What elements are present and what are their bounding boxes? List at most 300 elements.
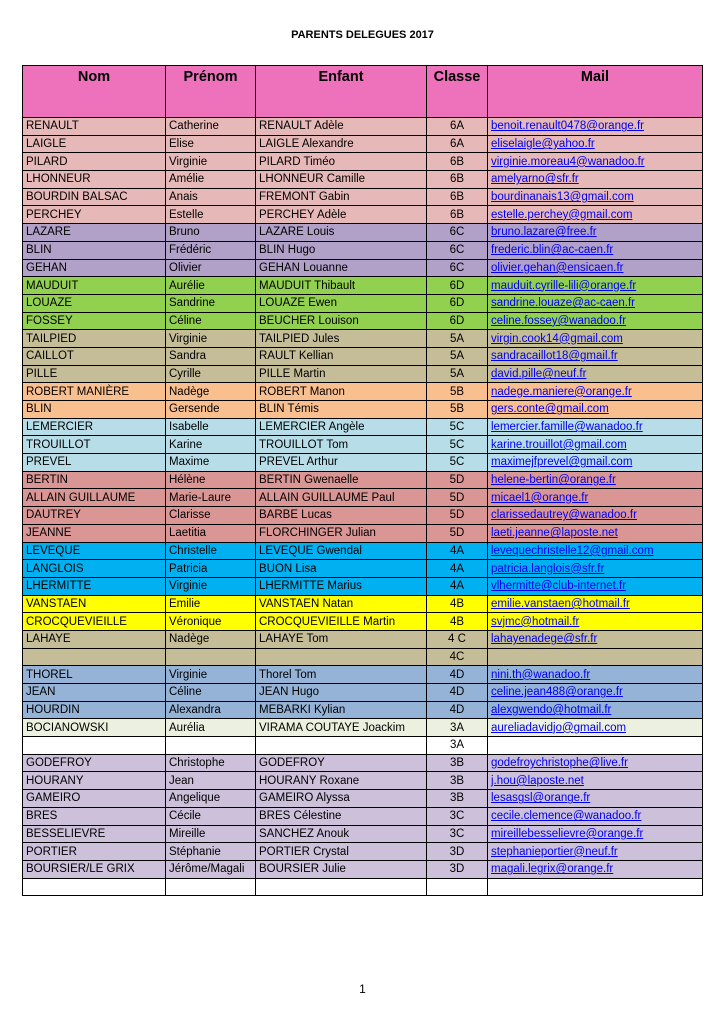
mail-link[interactable]: david.pille@neuf.fr [491, 367, 587, 380]
mail-link[interactable]: celine.fossey@wanadoo.fr [491, 314, 627, 327]
cell-prenom: Céline [166, 312, 256, 330]
cell-prenom: Céline [166, 684, 256, 702]
table-row [23, 701, 703, 719]
cell-classe: 5C [427, 454, 488, 472]
cell-classe: 6C [427, 224, 488, 242]
cell-mail [488, 595, 703, 613]
cell-nom: BLIN [23, 401, 166, 419]
cell-mail [488, 790, 703, 808]
cell-prenom: Gersende [166, 401, 256, 419]
cell-nom: LANGLOIS [23, 560, 166, 578]
table-row [23, 471, 703, 489]
cell-mail [488, 843, 703, 861]
cell-nom: JEANNE [23, 524, 166, 542]
cell-enfant: PORTIER Crystal [256, 843, 427, 861]
cell-enfant: GAMEIRO Alyssa [256, 790, 427, 808]
table-row [23, 542, 703, 560]
cell-classe: 6B [427, 153, 488, 171]
cell-enfant: BARBE Lucas [256, 507, 427, 525]
cell-classe: 4A [427, 542, 488, 560]
cell-classe: 5A [427, 365, 488, 383]
mail-link[interactable]: j.hou@laposte.net [491, 774, 584, 787]
mail-link[interactable]: celine.jean488@orange.fr [491, 686, 623, 699]
cell-prenom: Cécile [166, 807, 256, 825]
cell-mail [488, 153, 703, 171]
cell-nom: PORTIER [23, 843, 166, 861]
table-row [23, 436, 703, 454]
cell-mail [488, 630, 703, 648]
mail-link[interactable]: maximejfprevel@gmail.com [491, 456, 633, 469]
cell-prenom: Virginie [166, 666, 256, 684]
cell-mail [488, 471, 703, 489]
table-row [23, 241, 703, 259]
table-row [23, 524, 703, 542]
table-row [23, 772, 703, 790]
cell-enfant: MAUDUIT Thibault [256, 277, 427, 295]
cell-classe: 6D [427, 277, 488, 295]
mail-link[interactable]: godefroychristophe@live.fr [491, 757, 628, 770]
cell-classe: 6D [427, 294, 488, 312]
mail-link[interactable]: aureliadavidjo@gmail.com [491, 721, 627, 734]
cell-classe: 4B [427, 613, 488, 631]
cell-prenom: Cyrille [166, 365, 256, 383]
cell-enfant: LHONNEUR Camille [256, 171, 427, 189]
mail-link[interactable]: magali.legrix@orange.fr [491, 863, 614, 876]
table-row [23, 171, 703, 189]
cell-mail [488, 807, 703, 825]
cell-enfant: TAILPIED Jules [256, 330, 427, 348]
cell-classe: 5C [427, 418, 488, 436]
table-row [23, 860, 703, 878]
table-row [23, 206, 703, 224]
cell-nom: TAILPIED [23, 330, 166, 348]
cell-enfant: BEUCHER Louison [256, 312, 427, 330]
cell-enfant: BLIN Hugo [256, 241, 427, 259]
mail-link[interactable]: vlhermitte@club-internet.fr [491, 580, 627, 593]
mail-link[interactable]: sandracaillot18@gmail.fr [491, 350, 618, 363]
cell-prenom: Angelique [166, 790, 256, 808]
cell-nom [23, 737, 166, 755]
cell-classe: 3C [427, 807, 488, 825]
mail-link[interactable]: stephanieportier@neuf.fr [491, 845, 618, 858]
mail-link[interactable]: virginie.moreau4@wanadoo.fr [491, 155, 645, 168]
header-mail: Mail [488, 66, 703, 118]
header-enfant: Enfant [256, 66, 427, 118]
cell-enfant: Thorel Tom [256, 666, 427, 684]
cell-classe: 4A [427, 560, 488, 578]
cell-mail [488, 135, 703, 153]
mail-link[interactable]: amelyarno@sfr.fr [491, 173, 579, 186]
cell-mail [488, 560, 703, 578]
cell-classe: 3B [427, 790, 488, 808]
cell-nom: HOURANY [23, 772, 166, 790]
cell-classe: 6A [427, 135, 488, 153]
cell-prenom: Olivier [166, 259, 256, 277]
cell-classe: 5D [427, 507, 488, 525]
header-nom: Nom [23, 66, 166, 118]
parents-table [22, 65, 703, 896]
cell-enfant: LAHAYE Tom [256, 630, 427, 648]
cell-nom: LAIGLE [23, 135, 166, 153]
cell-nom: LAZARE [23, 224, 166, 242]
page-number: 1 [359, 982, 366, 996]
cell-nom [23, 878, 166, 896]
cell-mail [488, 577, 703, 595]
cell-nom: CAILLOT [23, 347, 166, 365]
cell-mail [488, 206, 703, 224]
cell-enfant: PILARD Timéo [256, 153, 427, 171]
cell-nom: LEMERCIER [23, 418, 166, 436]
table-row [23, 719, 703, 737]
mail-link[interactable]: gers.conte@gmail.com [491, 403, 609, 416]
cell-enfant: PILLE Martin [256, 365, 427, 383]
cell-mail [488, 347, 703, 365]
cell-enfant: BLIN Témis [256, 401, 427, 419]
table-row [23, 294, 703, 312]
table-row [23, 135, 703, 153]
cell-enfant: BUON Lisa [256, 560, 427, 578]
cell-mail [488, 312, 703, 330]
cell-prenom: Bruno [166, 224, 256, 242]
cell-nom: DAUTREY [23, 507, 166, 525]
cell-mail [488, 701, 703, 719]
table-row [23, 401, 703, 419]
cell-classe: 3B [427, 754, 488, 772]
cell-mail [488, 825, 703, 843]
cell-mail [488, 754, 703, 772]
mail-link[interactable]: karine.trouillot@gmail.com [491, 438, 627, 451]
cell-prenom: Virginie [166, 577, 256, 595]
cell-prenom: Stéphanie [166, 843, 256, 861]
table-row [23, 224, 703, 242]
cell-nom: BOCIANOWSKI [23, 719, 166, 737]
table-row [23, 277, 703, 295]
cell-prenom: Aurélie [166, 277, 256, 295]
mail-link[interactable]: nadege.maniere@orange.fr [491, 385, 632, 398]
cell-mail [488, 719, 703, 737]
mail-link[interactable]: cecile.clemence@wanadoo.fr [491, 810, 642, 823]
header-row [23, 66, 703, 118]
cell-enfant: BRES Célestine [256, 807, 427, 825]
cell-enfant [256, 648, 427, 666]
cell-enfant: RENAULT Adèle [256, 118, 427, 136]
cell-mail [488, 330, 703, 348]
cell-mail [488, 401, 703, 419]
cell-enfant: BOURSIER Julie [256, 860, 427, 878]
cell-prenom: Jérôme/Magali [166, 860, 256, 878]
cell-nom: LHONNEUR [23, 171, 166, 189]
cell-mail [488, 684, 703, 702]
cell-classe: 3C [427, 825, 488, 843]
cell-nom: BRES [23, 807, 166, 825]
cell-nom: ROBERT MANIÈRE [23, 383, 166, 401]
mail-link[interactable]: virgin.cook14@gmail.com [491, 332, 623, 345]
cell-classe: 3B [427, 772, 488, 790]
mail-link[interactable]: mireillebesselievre@orange.fr [491, 827, 644, 840]
cell-mail [488, 277, 703, 295]
cell-mail [488, 666, 703, 684]
cell-mail [488, 772, 703, 790]
table-row [23, 825, 703, 843]
mail-link[interactable]: lesasgsl@orange.fr [491, 792, 591, 805]
table-row [23, 330, 703, 348]
cell-mail [488, 188, 703, 206]
cell-classe: 3A [427, 737, 488, 755]
table-row [23, 188, 703, 206]
cell-prenom [166, 648, 256, 666]
cell-prenom: Patricia [166, 560, 256, 578]
cell-nom: CROCQUEVIEILLE [23, 613, 166, 631]
cell-mail [488, 737, 703, 755]
cell-nom: PREVEL [23, 454, 166, 472]
cell-classe: 6B [427, 206, 488, 224]
cell-nom: LEVEQUE [23, 542, 166, 560]
cell-prenom: Catherine [166, 118, 256, 136]
mail-link[interactable]: alexgwendo@hotmail.fr [491, 704, 612, 717]
cell-classe: 5D [427, 471, 488, 489]
cell-prenom: Christophe [166, 754, 256, 772]
cell-prenom: Elise [166, 135, 256, 153]
cell-mail [488, 878, 703, 896]
mail-link[interactable]: eliselaigle@yahoo.fr [491, 138, 595, 151]
cell-nom: VANSTAEN [23, 595, 166, 613]
cell-mail [488, 489, 703, 507]
cell-nom: TROUILLOT [23, 436, 166, 454]
cell-classe: 3A [427, 719, 488, 737]
cell-mail [488, 860, 703, 878]
cell-prenom: Christelle [166, 542, 256, 560]
cell-nom: PERCHEY [23, 206, 166, 224]
cell-nom: RENAULT [23, 118, 166, 136]
mail-link[interactable]: nini.th@wanadoo.fr [491, 668, 591, 681]
cell-prenom: Isabelle [166, 418, 256, 436]
cell-classe: 6B [427, 188, 488, 206]
cell-nom: GAMEIRO [23, 790, 166, 808]
table-row [23, 454, 703, 472]
cell-nom: JEAN [23, 684, 166, 702]
cell-nom: LOUAZE [23, 294, 166, 312]
mail-link[interactable]: olivier.gehan@ensicaen.fr [491, 261, 624, 274]
cell-enfant: LAIGLE Alexandre [256, 135, 427, 153]
mail-link[interactable]: bourdinanais13@gmail.com [491, 191, 634, 204]
mail-link[interactable]: laeti.jeanne@laposte.net [491, 527, 618, 540]
cell-nom: BLIN [23, 241, 166, 259]
cell-prenom: Virginie [166, 330, 256, 348]
cell-classe: 5D [427, 524, 488, 542]
cell-classe: 5A [427, 330, 488, 348]
cell-enfant: BERTIN Gwenaelle [256, 471, 427, 489]
cell-enfant: CROCQUEVIEILLE Martin [256, 613, 427, 631]
cell-enfant: HOURANY Roxane [256, 772, 427, 790]
cell-nom: HOURDIN [23, 701, 166, 719]
table-row [23, 790, 703, 808]
cell-mail [488, 436, 703, 454]
cell-nom: FOSSEY [23, 312, 166, 330]
mail-link[interactable]: frederic.blin@ac-caen.fr [491, 244, 614, 257]
mail-link[interactable]: clarissedautrey@wanadoo.fr [491, 509, 637, 522]
cell-prenom: Nadège [166, 630, 256, 648]
cell-prenom: Clarisse [166, 507, 256, 525]
cell-prenom: Sandra [166, 347, 256, 365]
cell-mail [488, 542, 703, 560]
cell-classe: 4D [427, 666, 488, 684]
cell-classe: 4 C [427, 630, 488, 648]
cell-nom: BOURSIER/LE GRIX [23, 860, 166, 878]
cell-mail [488, 118, 703, 136]
cell-enfant: LAZARE Louis [256, 224, 427, 242]
table-row [23, 153, 703, 171]
cell-classe: 6A [427, 118, 488, 136]
table-row [23, 577, 703, 595]
cell-prenom: Karine [166, 436, 256, 454]
table-row [23, 347, 703, 365]
cell-enfant: JEAN Hugo [256, 684, 427, 702]
cell-prenom: Aurélia [166, 719, 256, 737]
cell-enfant: SANCHEZ Anouk [256, 825, 427, 843]
cell-nom: PILARD [23, 153, 166, 171]
table-row [23, 666, 703, 684]
cell-classe: 6C [427, 259, 488, 277]
mail-link[interactable]: svjmc@hotmail.fr [491, 615, 580, 628]
table-row [23, 684, 703, 702]
cell-prenom: Maxime [166, 454, 256, 472]
cell-prenom: Emilie [166, 595, 256, 613]
cell-enfant [256, 737, 427, 755]
mail-link[interactable]: patricia.langlois@sfr.fr [491, 562, 605, 575]
cell-enfant: RAULT Kellian [256, 347, 427, 365]
cell-nom: ALLAIN GUILLAUME [23, 489, 166, 507]
cell-classe: 5B [427, 383, 488, 401]
table-row [23, 118, 703, 136]
cell-classe: 6B [427, 171, 488, 189]
cell-nom: GODEFROY [23, 754, 166, 772]
table-row [23, 613, 703, 631]
cell-mail [488, 524, 703, 542]
table-row [23, 843, 703, 861]
cell-prenom: Anais [166, 188, 256, 206]
cell-classe: 4B [427, 595, 488, 613]
cell-nom: LHERMITTE [23, 577, 166, 595]
cell-enfant: ROBERT Manon [256, 383, 427, 401]
cell-prenom: Jean [166, 772, 256, 790]
cell-mail [488, 454, 703, 472]
cell-mail [488, 507, 703, 525]
cell-classe: 5A [427, 347, 488, 365]
cell-enfant: VANSTAEN Natan [256, 595, 427, 613]
cell-classe: 4A [427, 577, 488, 595]
table-row [23, 259, 703, 277]
mail-link[interactable]: micael1@orange.fr [491, 491, 589, 504]
cell-prenom: Frédéric [166, 241, 256, 259]
cell-nom: BOURDIN BALSAC [23, 188, 166, 206]
cell-enfant: FREMONT Gabin [256, 188, 427, 206]
cell-classe: 3D [427, 860, 488, 878]
cell-enfant: LOUAZE Ewen [256, 294, 427, 312]
mail-link[interactable]: estelle.perchey@gmail.com [491, 208, 633, 221]
cell-prenom: Estelle [166, 206, 256, 224]
cell-enfant: GEHAN Louanne [256, 259, 427, 277]
table-row [23, 383, 703, 401]
cell-mail [488, 294, 703, 312]
table-row [23, 312, 703, 330]
table-row [23, 754, 703, 772]
cell-prenom [166, 737, 256, 755]
cell-mail [488, 224, 703, 242]
cell-prenom: Sandrine [166, 294, 256, 312]
cell-enfant: LEVEQUE Gwendal [256, 542, 427, 560]
table-row [23, 560, 703, 578]
mail-link[interactable]: lahayenadege@sfr.fr [491, 633, 598, 646]
cell-nom: THOREL [23, 666, 166, 684]
cell-classe: 4D [427, 684, 488, 702]
mail-link[interactable]: emilie.vanstaen@hotmail.fr [491, 597, 630, 610]
cell-classe: 5D [427, 489, 488, 507]
cell-classe [427, 878, 488, 896]
table-body [23, 118, 703, 896]
cell-enfant: LHERMITTE Marius [256, 577, 427, 595]
cell-mail [488, 613, 703, 631]
cell-classe: 5B [427, 401, 488, 419]
mail-link[interactable]: benoit.renault0478@orange.fr [491, 120, 644, 133]
mail-link[interactable]: lemercier.famille@wanadoo.fr [491, 421, 643, 434]
cell-enfant: PREVEL Arthur [256, 454, 427, 472]
cell-enfant: MEBARKI Kylian [256, 701, 427, 719]
mail-link[interactable]: sandrine.louaze@ac-caen.fr [491, 297, 636, 310]
table-row [23, 489, 703, 507]
cell-mail [488, 171, 703, 189]
cell-classe: 5C [427, 436, 488, 454]
cell-mail [488, 418, 703, 436]
cell-nom: LAHAYE [23, 630, 166, 648]
cell-classe: 3D [427, 843, 488, 861]
mail-link[interactable]: levequechristelle12@gmail.com [491, 544, 654, 557]
table-row [23, 365, 703, 383]
cell-nom: BESSELIEVRE [23, 825, 166, 843]
cell-enfant: PERCHEY Adèle [256, 206, 427, 224]
header-prenom: Prénom [166, 66, 256, 118]
table-row [23, 648, 703, 666]
cell-prenom: Virginie [166, 153, 256, 171]
document-title: PARENTS DELEGUES 2017 [291, 29, 434, 41]
cell-prenom: Nadège [166, 383, 256, 401]
cell-mail [488, 241, 703, 259]
cell-mail [488, 365, 703, 383]
cell-classe: 4C [427, 648, 488, 666]
mail-link[interactable]: helene-bertin@orange.fr [491, 474, 616, 487]
cell-nom: PILLE [23, 365, 166, 383]
cell-enfant: ALLAIN GUILLAUME Paul [256, 489, 427, 507]
cell-enfant: FLORCHINGER Julian [256, 524, 427, 542]
cell-nom: MAUDUIT [23, 277, 166, 295]
table-row [23, 878, 703, 896]
cell-prenom: Hélène [166, 471, 256, 489]
cell-enfant [256, 878, 427, 896]
cell-mail [488, 383, 703, 401]
cell-prenom: Alexandra [166, 701, 256, 719]
cell-enfant: VIRAMA COUTAYE Joackim [256, 719, 427, 737]
cell-mail [488, 648, 703, 666]
table-row [23, 418, 703, 436]
cell-classe: 4D [427, 701, 488, 719]
table-row [23, 595, 703, 613]
mail-link[interactable]: bruno.lazare@free.fr [491, 226, 597, 239]
mail-link[interactable]: mauduit.cyrille-lili@orange.fr [491, 279, 637, 292]
cell-prenom: Marie-Laure [166, 489, 256, 507]
cell-prenom: Laetitia [166, 524, 256, 542]
cell-enfant: TROUILLOT Tom [256, 436, 427, 454]
cell-enfant: LEMERCIER Angèle [256, 418, 427, 436]
cell-prenom: Mireille [166, 825, 256, 843]
